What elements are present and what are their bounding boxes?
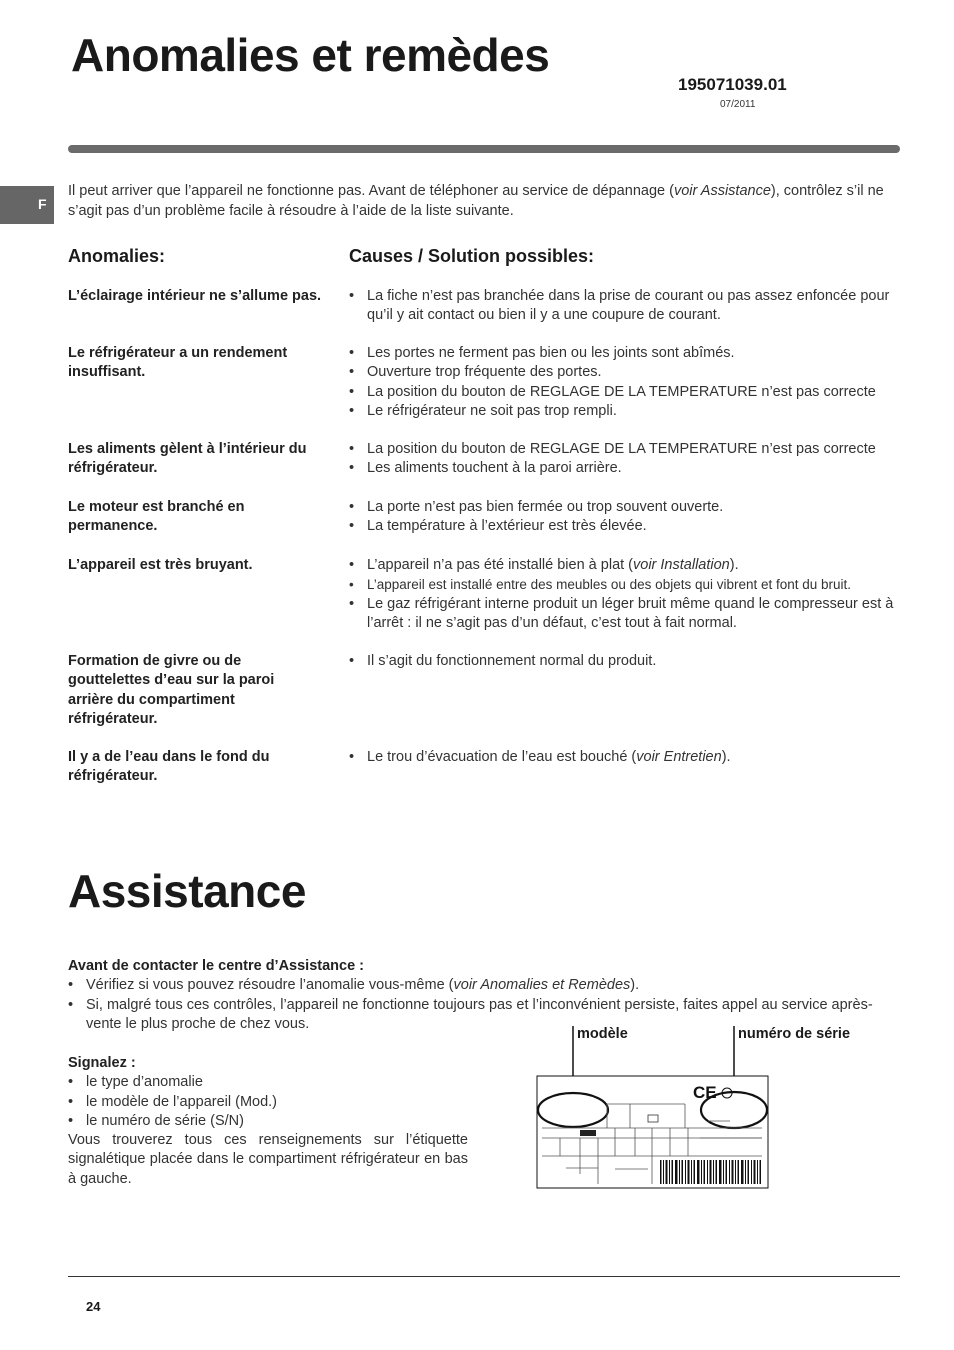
intro-text-before: Il peut arriver que l’appareil ne fonctionne pas. Avant de téléphoner au service de dépannage (: [68, 183, 674, 199]
cause-item: • La position du bouton de REGLAGE DE LA TEMPERATURE n’est pas correcte: [349, 440, 904, 459]
causes-list: [349, 556, 904, 633]
document-date: 07/2011: [720, 99, 756, 110]
plate-chip: [580, 1130, 596, 1136]
signal-list: [68, 1073, 468, 1131]
cause-item: • L’appareil est installé entre des meubles ou des objets qui vibrent et font du bruit.: [349, 575, 904, 594]
model-callout-label: modèle: [577, 1026, 628, 1042]
page-title: Anomalies et remèdes: [71, 29, 550, 81]
cause-item: • Ouverture trop fréquente des portes.: [349, 363, 904, 382]
barcode-icon: [660, 1160, 761, 1184]
causes-list: [349, 498, 904, 537]
cause-item: • Il s’agit du fonctionnement normal du produit.: [349, 652, 904, 671]
footer-divider: [68, 1276, 900, 1277]
signal-paragraph: Vous trouverez tous ces renseignements sur l’étiquette signalétique placée dans le compartiment réfrigérateur en bas à gauche.: [68, 1132, 468, 1187]
ce-mark: CE: [693, 1083, 717, 1102]
cause-item: • La fiche n’est pas branchée dans la prise de courant ou pas assez enfoncée pour qu’il y ait contact ou bien il y a une coupure de courant.: [349, 287, 904, 326]
causes-list: [349, 652, 904, 671]
cause-item: • Le gaz réfrigérant interne produit un léger bruit même quand le compresseur est à l’arrêt : il ne s’agit pas d’un défaut, c’est tout à fait normal.: [349, 595, 904, 634]
page-number: 24: [86, 1299, 101, 1314]
cause-item: • La position du bouton de REGLAGE DE LA TEMPERATURE n’est pas correcte: [349, 383, 904, 402]
anomaly-text: Le moteur est branché en permanence.: [68, 499, 245, 535]
anomaly-text: L’appareil est très bruyant.: [68, 557, 253, 573]
intro-text-after: ), contrôlez s’il ne s’agit pas d’un problème facile à résoudre à l’aide de la liste suivante.: [68, 183, 884, 219]
causes-list: [349, 440, 904, 479]
causes-list: [349, 287, 904, 326]
document-number: 195071039.01: [678, 75, 787, 94]
rating-plate-illustration: [530, 1024, 780, 1196]
anomaly-text: Formation de givre ou de gouttelettes d’eau sur la paroi arrière du compartiment réfrigérateur.: [68, 653, 275, 727]
cause-item: • Le réfrigérateur ne soit pas trop rempli.: [349, 402, 904, 421]
cause-item: • Les portes ne ferment pas bien ou les joints sont abîmés.: [349, 344, 904, 363]
assistance-bullet: • Si, malgré tous ces contrôles, l’appareil ne fonctionne toujours pas et l’inconvénient persiste, faites appel au service après-vente le plus proche de chez vous.: [68, 996, 898, 1035]
anomaly-text: L’éclairage intérieur ne s’allume pas.: [68, 288, 322, 304]
assistance-section: [68, 957, 898, 1034]
signal-item: • le numéro de série (S/N): [68, 1112, 468, 1131]
causes-column-heading: Causes / Solution possibles:: [349, 246, 595, 266]
anomaly-text: Les aliments gèlent à l’intérieur du réfrigérateur.: [68, 441, 307, 477]
cause-item: • L’appareil n’a pas été installé bien à plat (voir Installation).: [349, 556, 904, 575]
signal-item: • le modèle de l’appareil (Mod.): [68, 1093, 468, 1112]
anomaly-text: Le réfrigérateur a un rendement insuffisant.: [68, 345, 288, 381]
assistance-title: Assistance: [68, 865, 306, 917]
signal-heading: Signalez :: [68, 1055, 136, 1071]
causes-list: [349, 748, 904, 767]
assistance-bullet: • Vérifiez si vous pouvez résoudre l’anomalie vous-même (voir Anomalies et Remèdes).: [68, 976, 898, 995]
before-contact-heading: Avant de contacter le centre d’Assistance :: [68, 958, 365, 974]
cause-item: • Le trou d’évacuation de l’eau est bouché (voir Entretien).: [349, 748, 904, 767]
anomaly-text: Il y a de l’eau dans le fond du réfrigérateur.: [68, 749, 270, 785]
intro-paragraph: [68, 181, 898, 221]
serial-callout-label: numéro de série: [738, 1026, 851, 1042]
anomalies-column-heading: Anomalies:: [68, 246, 166, 266]
cause-item: • Les aliments touchent à la paroi arrière.: [349, 459, 904, 478]
causes-list: [349, 344, 904, 421]
header-divider-bar: [68, 145, 900, 153]
cause-item: • La porte n’est pas bien fermée ou trop souvent ouverte.: [349, 498, 904, 517]
signal-item: • le type d’anomalie: [68, 1073, 468, 1092]
intro-link-text: voir Assistance: [673, 183, 771, 199]
language-tab-label: F: [38, 196, 47, 212]
language-tab: [0, 186, 54, 224]
cause-item: • La température à l’extérieur est très élevée.: [349, 517, 904, 536]
signal-section: [68, 1054, 468, 1189]
